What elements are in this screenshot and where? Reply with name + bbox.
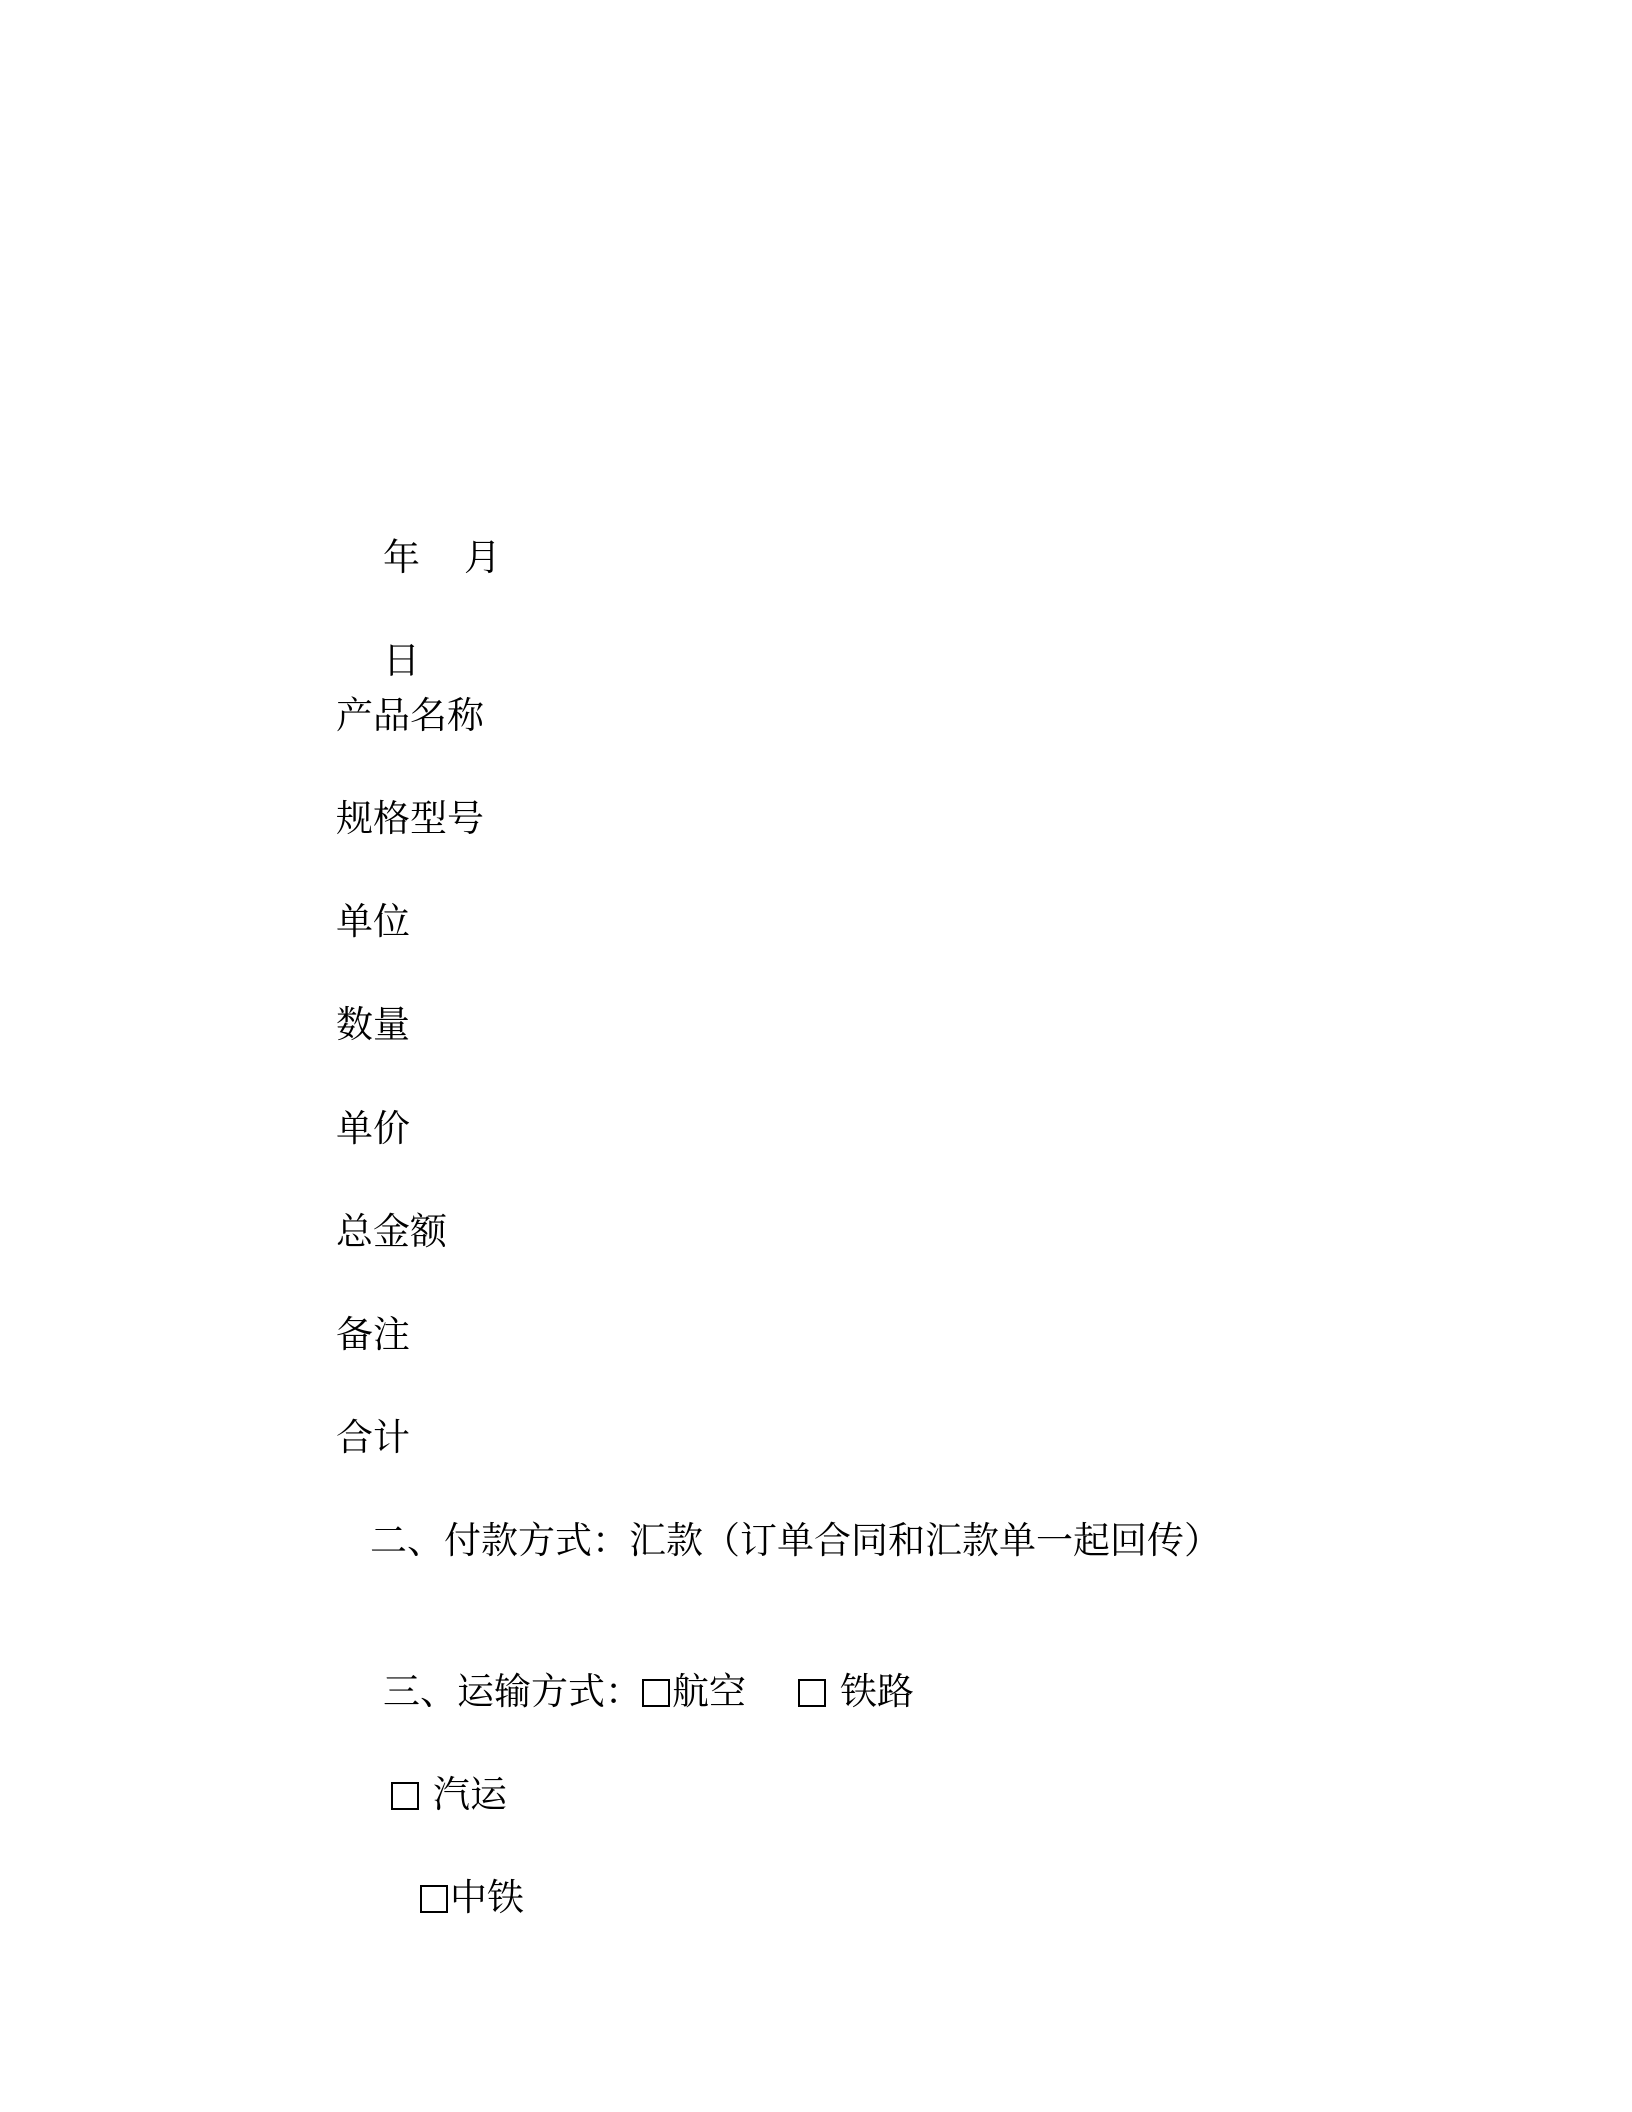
transport-label: 三、运输方式：: [383, 1670, 643, 1713]
field-spec-model: 规格型号: [336, 797, 484, 840]
date-day-label: 日: [383, 639, 421, 682]
option-crct-label: 中铁: [450, 1876, 525, 1919]
checkbox-road[interactable]: [391, 1782, 419, 1810]
field-total-amount: 总金额: [336, 1210, 447, 1253]
field-product-name: 产品名称: [336, 694, 484, 737]
field-unit: 单位: [336, 900, 410, 943]
option-air-label: 航空: [672, 1670, 747, 1713]
date-month-label: 月: [464, 536, 502, 579]
field-remarks: 备注: [336, 1313, 410, 1356]
checkbox-air[interactable]: [642, 1679, 670, 1707]
date-year-label: 年: [383, 536, 421, 579]
field-total: 合计: [336, 1416, 410, 1459]
checkbox-rail[interactable]: [798, 1679, 826, 1707]
transport-option-crct-line: [373, 1826, 524, 1970]
field-quantity: 数量: [336, 1003, 410, 1046]
field-unit-price: 单价: [336, 1107, 410, 1150]
option-road-label: 汽运: [433, 1773, 508, 1816]
option-rail-label: 铁路: [840, 1670, 915, 1713]
payment-method-line: 二、付款方式：汇款（订单合同和汇款单一起回传）: [370, 1519, 1221, 1562]
checkbox-crct[interactable]: [420, 1885, 448, 1913]
